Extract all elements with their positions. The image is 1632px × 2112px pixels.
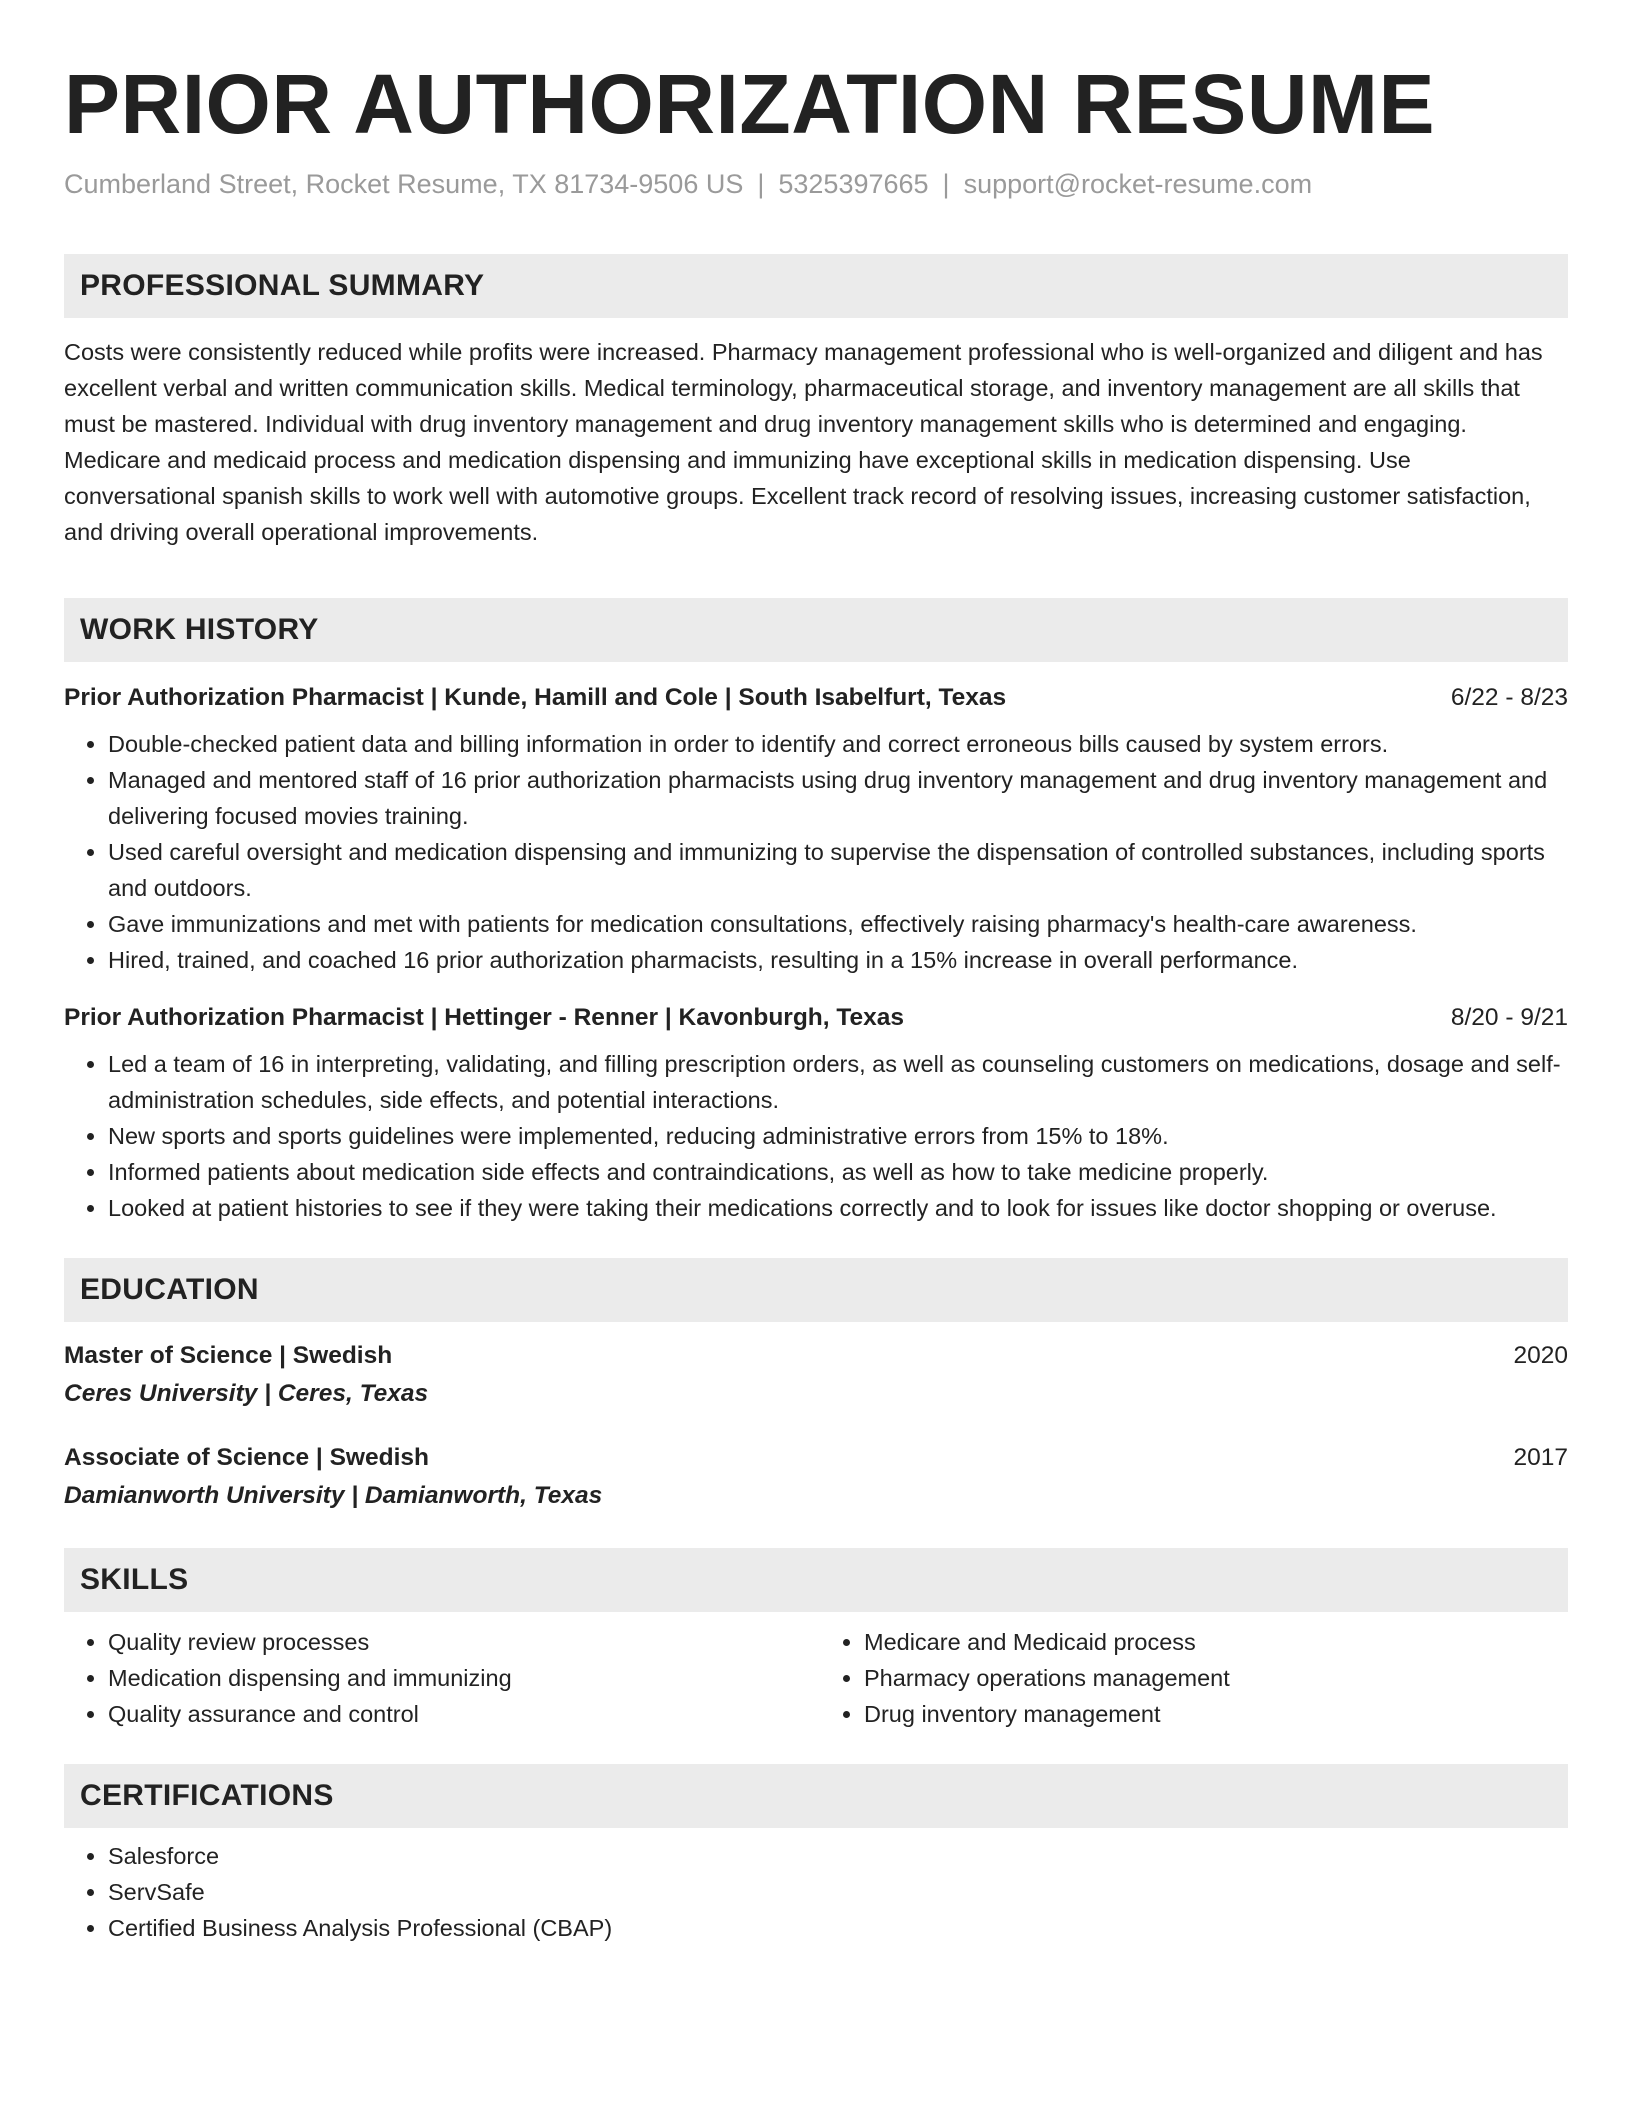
section-header-summary: PROFESSIONAL SUMMARY <box>64 254 1568 318</box>
education-entry <box>64 1440 1568 1516</box>
skill-item: • Medicare and Medicaid process <box>864 1624 1568 1660</box>
certification-item: • Salesforce <box>108 1838 1568 1874</box>
skills-grid <box>64 1624 1568 1732</box>
skill-item: • Quality assurance and control <box>108 1696 812 1732</box>
education-entry <box>64 1338 1568 1414</box>
section-header-skills: SKILLS <box>64 1548 1568 1612</box>
job-title: Prior Authorization Pharmacist | Kunde, Hamill and Cole | South Isabelfurt, Texas <box>64 684 1007 711</box>
job-bullet-list <box>64 1046 1568 1226</box>
job-bullet: • Informed patients about medication side effects and contraindications, as well as how to take medicine properly. <box>108 1154 1568 1190</box>
job-dates: 8/20 - 9/21 <box>1450 1004 1568 1031</box>
job-bullet: • Double-checked patient data and billing information in order to identify and correct erroneous bills caused by system errors. <box>108 726 1568 762</box>
certification-item: • ServSafe <box>108 1874 1568 1910</box>
job-entry <box>64 1000 1568 1226</box>
contact-separator: | <box>757 169 765 199</box>
job-header <box>64 1000 1568 1036</box>
education-header <box>64 1440 1568 1476</box>
job-bullet-list <box>64 726 1568 978</box>
certification-item: • Certified Business Analysis Professional (CBAP) <box>108 1910 1568 1946</box>
job-title: Prior Authorization Pharmacist | Hettinger - Renner | Kavonburgh, Texas <box>64 1004 905 1031</box>
job-bullet: • Gave immunizations and met with patients for medication consultations, effectively raising pharmacy's health-care awareness. <box>108 906 1568 942</box>
job-header <box>64 680 1568 716</box>
skill-item: • Pharmacy operations management <box>864 1660 1568 1696</box>
resume-title: PRIOR AUTHORIZATION RESUME <box>64 57 1435 151</box>
job-bullet: • Managed and mentored staff of 16 prior authorization pharmacists using drug inventory management and drug inventory management and delivering focused movies training. <box>108 762 1568 834</box>
section-header-education: EDUCATION <box>64 1258 1568 1322</box>
contact-email: support@rocket-resume.com <box>963 169 1313 199</box>
degree: Associate of Science | Swedish <box>64 1444 429 1471</box>
contact-phone: 5325397665 <box>778 169 929 199</box>
job-bullet: • Hired, trained, and coached 16 prior authorization pharmacists, resulting in a 15% increase in overall performance. <box>108 942 1568 978</box>
certifications-list <box>64 1838 1568 1946</box>
skill-item: • Medication dispensing and immunizing <box>108 1660 812 1696</box>
job-entry <box>64 680 1568 978</box>
school-name: Damianworth University | Damianworth, Texas <box>64 1482 603 1509</box>
contact-address: Cumberland Street, Rocket Resume, TX 81734-9506 US <box>64 169 744 199</box>
graduation-year: 2020 <box>1513 1342 1568 1369</box>
job-bullet: • Led a team of 16 in interpreting, validating, and filling prescription orders, as well as counseling customers on medications, dosage and self-administration schedules, side effects, and potential interactions. <box>108 1046 1568 1118</box>
skill-item: • Quality review processes <box>108 1624 812 1660</box>
school-name: Ceres University | Ceres, Texas <box>64 1380 429 1407</box>
degree: Master of Science | Swedish <box>64 1342 393 1369</box>
skills-column <box>812 1624 1568 1732</box>
contact-line <box>64 166 1568 202</box>
skills-column <box>64 1624 812 1732</box>
job-bullet: • Looked at patient histories to see if they were taking their medications correctly and to look for issues like doctor shopping or overuse. <box>108 1190 1568 1226</box>
summary-text: Costs were consistently reduced while profits were increased. Pharmacy management professional who is well-organized and diligent and has excellent verbal and written communication skills. Medical terminology, pharmaceutical storage, and inventory management are all skills that must be mastered. Individual with drug inventory management and drug inventory management skills who is determined and engaging. Medicare and medicaid process and medication dispensing and immunizing have exceptional skills in medication dispensing. Use conversational spanish skills to work well with automotive groups. Excellent track record of resolving issues, increasing customer satisfaction, and driving overall operational improvements. <box>64 339 1543 545</box>
education-header <box>64 1338 1568 1374</box>
section-header-work-history: WORK HISTORY <box>64 598 1568 662</box>
graduation-year: 2017 <box>1513 1444 1568 1471</box>
section-header-certifications: CERTIFICATIONS <box>64 1764 1568 1828</box>
job-bullet: • Used careful oversight and medication dispensing and immunizing to supervise the dispensation of controlled substances, including sports and outdoors. <box>108 834 1568 906</box>
job-dates: 6/22 - 8/23 <box>1450 684 1568 711</box>
job-bullet: • New sports and sports guidelines were implemented, reducing administrative errors from 15% to 18%. <box>108 1118 1568 1154</box>
contact-separator: | <box>942 169 950 199</box>
skill-item: • Drug inventory management <box>864 1696 1568 1732</box>
